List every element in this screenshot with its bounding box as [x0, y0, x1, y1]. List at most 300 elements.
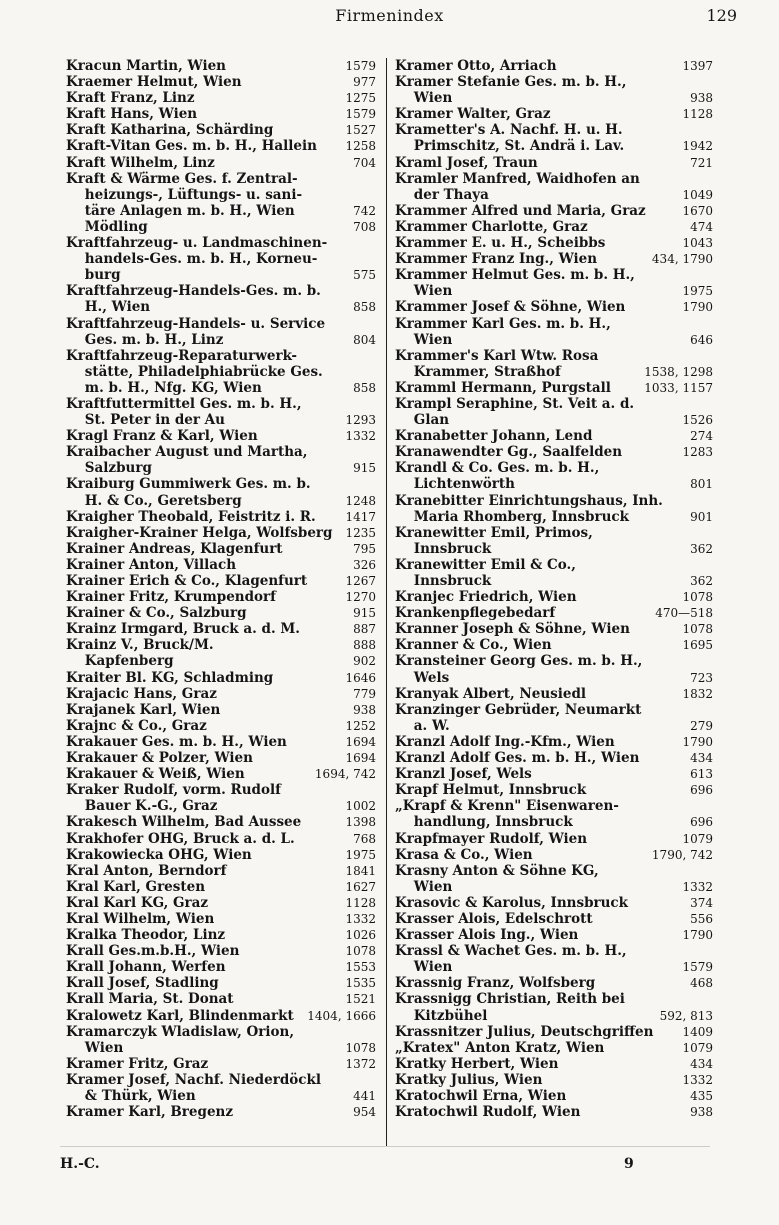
index-entry: [395, 718, 713, 734]
index-entry: [395, 670, 713, 686]
entry-name: Innsbruck: [395, 573, 492, 589]
entry-page-ref: 434: [690, 1056, 713, 1071]
index-entry: [66, 283, 376, 299]
entry-name: Mödling: [66, 218, 148, 235]
entry-page-ref: 804: [353, 332, 376, 347]
index-entry: [66, 927, 376, 943]
entry-page-ref: 362: [690, 541, 713, 556]
entry-page-ref: 1695: [682, 638, 713, 653]
index-entry: [395, 444, 713, 460]
index-entry: [66, 814, 376, 830]
page-header: [0, 6, 779, 34]
entry-name: Kral Wilhelm, Wien: [66, 910, 215, 927]
entry-name: Krakowiecka OHG, Wien: [66, 846, 252, 863]
entry-name: Kranabetter Johann, Lend: [395, 428, 593, 445]
entry-page-ref: 1026: [345, 928, 376, 943]
entry-page-ref: 1332: [682, 1072, 713, 1087]
entry-name: Krammer Karl Ges. m. b. H.,: [395, 315, 611, 332]
index-entry: [66, 943, 376, 959]
entry-name: Krainer & Co., Salzburg: [66, 605, 247, 622]
entry-page-ref: 1670: [682, 203, 713, 218]
entry-page-ref: 1841: [345, 863, 376, 878]
index-entry: [395, 428, 713, 444]
entry-page-ref: 1790: [682, 300, 713, 315]
entry-name: handels-Ges. m. b. H., Korneu-: [66, 251, 318, 268]
entry-page-ref: 858: [353, 380, 376, 395]
entry-name: Krainz V., Bruck/M.: [66, 637, 214, 654]
entry-page-ref: 1521: [345, 992, 376, 1007]
entry-page-ref: 468: [690, 976, 713, 991]
entry-page-ref: 977: [353, 75, 376, 90]
entry-page-ref: 274: [690, 429, 713, 444]
entry-name: Kraftfahrzeug-Reparaturwerk-: [66, 347, 297, 364]
index-entry: [66, 766, 376, 782]
index-entry: [66, 493, 376, 509]
entry-page-ref: 858: [353, 300, 376, 315]
entry-name: Krammer Alfred und Maria, Graz: [395, 202, 646, 219]
entry-name: Kraigher-Krainer Helga, Wolfsberg: [66, 524, 333, 541]
entry-name: Krakauer Ges. m. b. H., Wien: [66, 733, 287, 750]
entry-page-ref: 1078: [345, 944, 376, 959]
entry-name: Kratochwil Erna, Wien: [395, 1088, 567, 1104]
entry-name: Krassnig Franz, Wolfsberg: [395, 975, 596, 992]
index-entry: [66, 509, 376, 525]
entry-page-ref: 1694: [345, 751, 376, 766]
index-entry: [66, 831, 376, 847]
entry-page-ref: 1942: [682, 139, 713, 154]
entry-page-ref: 1975: [682, 284, 713, 299]
entry-page-ref: 1079: [682, 1040, 713, 1055]
entry-page-ref: 1002: [345, 799, 376, 814]
entry-page-ref: 1553: [345, 960, 376, 975]
entry-page-ref: 1258: [345, 139, 376, 154]
index-entry: [66, 991, 376, 1007]
entry-name: Maria Rhomberg, Innsbruck: [395, 508, 629, 525]
index-entry: [66, 476, 376, 492]
entry-page-ref: 470—518: [655, 606, 713, 621]
footer-rule: [60, 1146, 710, 1147]
entry-page-ref: 1293: [345, 413, 376, 428]
index-entry: [66, 122, 376, 138]
entry-page-ref: 779: [353, 686, 376, 701]
index-entry: [395, 1088, 713, 1104]
index-entry: [395, 927, 713, 943]
entry-name: Krakesch Wilhelm, Bad Aussee: [66, 814, 302, 831]
entry-page-ref: 1404, 1666: [307, 1008, 376, 1023]
entry-page-ref: 1694: [345, 734, 376, 749]
index-entry: [395, 396, 713, 412]
entry-page-ref: 768: [353, 831, 376, 846]
entry-name: Krasser Alois Ing., Wien: [395, 927, 579, 944]
entry-page-ref: 704: [353, 155, 376, 170]
index-entry: [66, 74, 376, 90]
entry-name: Wien: [395, 878, 453, 895]
index-entry: [395, 750, 713, 766]
entry-name: Kramer Stefanie Ges. m. b. H.,: [395, 74, 627, 91]
index-entry: [395, 879, 713, 895]
index-entry: [66, 1072, 376, 1088]
entry-name: Kracun Martin, Wien: [66, 58, 226, 74]
entry-page-ref: 938: [690, 91, 713, 106]
index-entry: [395, 557, 713, 573]
index-entry: [66, 138, 376, 154]
index-entry: [395, 380, 713, 396]
entry-name: St. Peter in der Au: [66, 412, 225, 429]
entry-page-ref: 888: [353, 638, 376, 653]
entry-name: Salzburg: [66, 460, 152, 477]
index-entry: [395, 219, 713, 235]
entry-name: Kranebitter Einrichtungshaus, Inh.: [395, 492, 663, 509]
entry-name: Krammer Charlotte, Graz: [395, 218, 588, 235]
index-entry: [395, 1024, 713, 1040]
index-entry: [395, 863, 713, 879]
index-entry: [395, 847, 713, 863]
entry-page-ref: 1790: [682, 928, 713, 943]
entry-page-ref: 1332: [682, 879, 713, 894]
index-entry: [66, 863, 376, 879]
entry-name: Krajacic Hans, Graz: [66, 685, 217, 702]
index-entry: [66, 702, 376, 718]
entry-name: Krakhofer OHG, Bruck a. d. L.: [66, 830, 295, 847]
entry-name: Kraft Wilhelm, Linz: [66, 154, 215, 171]
index-entry: [66, 750, 376, 766]
entry-name: Kranner Joseph & Söhne, Wien: [395, 621, 630, 638]
index-entry: [395, 412, 713, 428]
index-entry: [395, 1040, 713, 1056]
index-entry: [66, 1104, 376, 1120]
index-entry: [395, 991, 713, 1007]
index-entry: [395, 734, 713, 750]
entry-name: Kratochwil Rudolf, Wien: [395, 1104, 581, 1121]
index-entry: [395, 541, 713, 557]
entry-name: „Krapf & Krenn" Eisenwaren-: [395, 798, 619, 815]
entry-name: Kraftfuttermittel Ges. m. b. H.,: [66, 395, 302, 412]
index-entry: [66, 187, 376, 203]
entry-page-ref: 575: [353, 268, 376, 283]
entry-name: Kramml Hermann, Purgstall: [395, 379, 611, 396]
entry-name: Wien: [395, 331, 453, 348]
index-entry: [66, 637, 376, 653]
index-entry: [66, 219, 376, 235]
entry-page-ref: 1275: [345, 91, 376, 106]
index-entry: [66, 106, 376, 122]
entry-name: Krall Maria, St. Donat: [66, 991, 234, 1008]
entry-page-ref: 1535: [345, 976, 376, 991]
entry-page-ref: 1049: [682, 187, 713, 202]
entry-name: Kramarczyk Wladislaw, Orion,: [66, 1023, 295, 1040]
index-entry: [395, 895, 713, 911]
index-entry: [395, 187, 713, 203]
entry-name: heizungs-, Lüftungs- u. sani-: [66, 186, 303, 203]
entry-page-ref: 696: [690, 815, 713, 830]
index-entry: [395, 348, 713, 364]
index-entry: [66, 1088, 376, 1104]
index-entry: [66, 959, 376, 975]
entry-page-ref: 1078: [682, 590, 713, 605]
index-entry: [66, 203, 376, 219]
entry-name: Krakauer & Weiß, Wien: [66, 766, 245, 783]
index-entry: [66, 380, 376, 396]
entry-page-ref: 915: [353, 461, 376, 476]
entry-page-ref: 1079: [682, 831, 713, 846]
entry-name: Kraft Franz, Linz: [66, 90, 195, 107]
entry-page-ref: 915: [353, 606, 376, 621]
index-entry: [395, 911, 713, 927]
entry-name: Krasovic & Karolus, Innsbruck: [395, 894, 629, 911]
entry-page-ref: 1128: [682, 107, 713, 122]
entry-page-ref: 592, 813: [659, 1008, 713, 1023]
index-entry: [395, 1056, 713, 1072]
index-entry: [66, 332, 376, 348]
entry-name: Kraftfahrzeug- u. Landmaschinen-: [66, 235, 328, 252]
entry-name: Krammer Franz Ing., Wien: [395, 251, 598, 268]
entry-name: Krammer's Karl Wtw. Rosa: [395, 347, 599, 364]
index-column-right: [395, 58, 713, 1120]
index-entry: [66, 557, 376, 573]
index-entry: [66, 348, 376, 364]
index-entry: [395, 58, 713, 74]
entry-name: Kranjec Friedrich, Wien: [395, 589, 577, 606]
index-entry: [395, 203, 713, 219]
index-entry: [395, 106, 713, 122]
entry-name: Kraiburg Gummiwerk Ges. m. b.: [66, 476, 311, 493]
index-entry: [395, 814, 713, 830]
index-entry: [66, 847, 376, 863]
entry-name: m. b. H., Nfg. KG, Wien: [66, 379, 262, 396]
entry-page-ref: 1332: [345, 911, 376, 926]
entry-page-ref: 613: [690, 767, 713, 782]
entry-name: Kramler Manfred, Waidhofen an: [395, 170, 640, 187]
entry-page-ref: 1526: [682, 413, 713, 428]
entry-name: Kraftfahrzeug-Handels-Ges. m. b.: [66, 283, 321, 300]
entry-page-ref: 795: [353, 541, 376, 556]
entry-name: Kraigher Theobald, Feistritz i. R.: [66, 508, 316, 525]
entry-page-ref: 1372: [345, 1056, 376, 1071]
index-entry: [395, 573, 713, 589]
entry-name: Kramer Walter, Graz: [395, 106, 551, 123]
index-entry: [395, 943, 713, 959]
page-footer: [0, 1156, 779, 1180]
entry-page-ref: 742: [353, 203, 376, 218]
index-entry: [66, 621, 376, 637]
index-entry: [395, 90, 713, 106]
index-entry: [66, 171, 376, 187]
index-entry: [395, 959, 713, 975]
entry-name: Krapfmayer Rudolf, Wien: [395, 830, 588, 847]
entry-name: Kraftfahrzeug-Handels- u. Service: [66, 315, 326, 332]
entry-page-ref: 1078: [345, 1040, 376, 1055]
entry-name: Ges. m. b. H., Linz: [66, 331, 224, 348]
index-entry: [395, 493, 713, 509]
index-entry: [395, 171, 713, 187]
index-entry: [395, 702, 713, 718]
index-entry: [395, 686, 713, 702]
entry-name: Wien: [395, 283, 453, 300]
entry-name: Krasa & Co., Wien: [395, 846, 533, 863]
index-entry: [395, 122, 713, 138]
entry-name: Kraml Josef, Traun: [395, 154, 538, 171]
entry-name: Lichtenwörth: [395, 476, 515, 493]
entry-name: Kraft & Wärme Ges. f. Zentral-: [66, 170, 298, 187]
entry-page-ref: 938: [353, 702, 376, 717]
entry-page-ref: 279: [690, 718, 713, 733]
index-entry: [66, 90, 376, 106]
index-entry: [66, 460, 376, 476]
entry-name: stätte, Philadelphiabrücke Ges.: [66, 363, 323, 380]
index-entry: [66, 1024, 376, 1040]
entry-page-ref: 1128: [345, 895, 376, 910]
entry-name: Krasser Alois, Edelschrott: [395, 910, 593, 927]
page-title: Firmenindex: [335, 6, 444, 25]
index-entry: [66, 1056, 376, 1072]
entry-page-ref: 1527: [345, 123, 376, 138]
entry-name: der Thaya: [395, 186, 489, 203]
entry-page-ref: 801: [690, 477, 713, 492]
entry-name: Kramer Karl, Bregenz: [66, 1104, 234, 1121]
entry-name: Krainz Irmgard, Bruck a. d. M.: [66, 621, 300, 638]
index-entry: [395, 251, 713, 267]
entry-name: Kraker Rudolf, vorm. Rudolf: [66, 782, 281, 799]
entry-page-ref: 1646: [345, 670, 376, 685]
index-entry: [395, 460, 713, 476]
index-entry: [395, 138, 713, 154]
entry-name: Wien: [66, 1039, 124, 1056]
entry-page-ref: 887: [353, 622, 376, 637]
index-entry: [395, 605, 713, 621]
entry-name: Krassnigg Christian, Reith bei: [395, 991, 625, 1008]
entry-page-ref: 1409: [682, 1024, 713, 1039]
entry-name: Kraft-Vitan Ges. m. b. H., Hallein: [66, 138, 317, 155]
index-entry: [66, 267, 376, 283]
index-entry: [66, 1040, 376, 1056]
entry-name: a. W.: [395, 717, 450, 734]
entry-name: Kralka Theodor, Linz: [66, 927, 226, 944]
entry-name: Kragl Franz & Karl, Wien: [66, 428, 258, 445]
index-entry: [395, 782, 713, 798]
entry-name: täre Anlagen m. b. H., Wien: [66, 202, 295, 219]
entry-name: Kral Anton, Berndorf: [66, 862, 227, 879]
index-entry: [66, 573, 376, 589]
entry-page-ref: 696: [690, 783, 713, 798]
entry-name: H., Wien: [66, 299, 151, 316]
entry-name: Krammer E. u. H., Scheibbs: [395, 235, 606, 252]
entry-name: Krainer Fritz, Krumpendorf: [66, 589, 276, 606]
entry-page-ref: 362: [690, 574, 713, 588]
entry-name: Krall Johann, Werfen: [66, 959, 226, 976]
entry-name: Kraemer Helmut, Wien: [66, 74, 242, 91]
entry-name: handlung, Innsbruck: [395, 814, 573, 831]
entry-page-ref: 1248: [345, 493, 376, 508]
entry-name: Krakauer & Polzer, Wien: [66, 750, 253, 767]
index-entry: [66, 782, 376, 798]
entry-name: Kralowetz Karl, Blindenmarkt: [66, 1007, 294, 1024]
entry-name: Kramer Josef, Nachf. Niederdöckl: [66, 1071, 321, 1088]
entry-page-ref: 708: [353, 219, 376, 234]
index-entry: [66, 316, 376, 332]
entry-page-ref: 938: [690, 1105, 713, 1120]
entry-name: Krajanek Karl, Wien: [66, 701, 221, 718]
entry-name: Kapfenberg: [66, 653, 174, 670]
entry-page-ref: 441: [353, 1089, 376, 1103]
entry-name: Kramer Fritz, Graz: [66, 1055, 209, 1072]
entry-name: Kral Karl, Gresten: [66, 878, 206, 895]
entry-name: Krasny Anton & Söhne KG,: [395, 862, 599, 879]
entry-page-ref: 901: [690, 509, 713, 524]
entry-page-ref: 1252: [345, 718, 376, 733]
index-entry: [395, 267, 713, 283]
entry-page-ref: 1579: [682, 960, 713, 975]
entry-page-ref: 374: [690, 895, 713, 910]
index-entry: [66, 734, 376, 750]
entry-page-ref: 723: [690, 670, 713, 685]
index-column-left: [66, 58, 376, 1120]
entry-name: Kraft Katharina, Schärding: [66, 122, 274, 139]
entry-page-ref: 1579: [345, 107, 376, 122]
index-entry: [66, 686, 376, 702]
entry-name: Kratky Herbert, Wien: [395, 1055, 559, 1072]
entry-name: burg: [66, 267, 121, 284]
entry-name: Krankenpflegebedarf: [395, 605, 556, 622]
index-entry: [395, 637, 713, 653]
entry-name: Kraiter Bl. KG, Schladming: [66, 669, 274, 686]
entry-name: Krandl & Co. Ges. m. b. H.,: [395, 460, 600, 477]
footer-signature: 9: [624, 1156, 634, 1172]
entry-name: Krajnc & Co., Graz: [66, 717, 207, 734]
entry-page-ref: 434: [690, 751, 713, 766]
entry-page-ref: 435: [690, 1089, 713, 1103]
entry-name: Krainer Anton, Villach: [66, 556, 237, 573]
index-entry: [395, 831, 713, 847]
index-entry: [66, 155, 376, 171]
entry-name: Wels: [395, 669, 450, 686]
index-entry: [66, 1008, 376, 1024]
entry-name: Kitzbühel: [395, 1007, 488, 1024]
entry-name: Kranewitter Emil, Primos,: [395, 524, 593, 541]
index-entry: [66, 541, 376, 557]
entry-name: Krassl & Wachet Ges. m. b. H.,: [395, 943, 627, 960]
index-entry: [66, 299, 376, 315]
page-number: 129: [706, 6, 737, 25]
index-entry: [395, 766, 713, 782]
entry-name: Kranner & Co., Wien: [395, 637, 552, 654]
index-entry: [395, 316, 713, 332]
index-entry: [66, 911, 376, 927]
entry-page-ref: 1790, 742: [651, 847, 713, 862]
entry-name: Krassnitzer Julius, Deutschgriffen: [395, 1023, 654, 1040]
entry-page-ref: 1694, 742: [314, 767, 376, 782]
index-entry: [395, 653, 713, 669]
entry-name: Kratky Julius, Wien: [395, 1071, 543, 1088]
entry-page-ref: 434, 1790: [651, 252, 713, 267]
index-entry: [395, 155, 713, 171]
index-entry: [66, 670, 376, 686]
entry-name: Kranzl Adolf Ing.-Kfm., Wien: [395, 733, 615, 750]
index-entry: [395, 299, 713, 315]
index-entry: [66, 396, 376, 412]
index-entry: [395, 798, 713, 814]
entry-name: Wien: [395, 90, 453, 107]
index-entry: [395, 364, 713, 380]
entry-name: Kransteiner Georg Ges. m. b. H.,: [395, 653, 643, 670]
entry-name: Krampl Seraphine, St. Veit a. d.: [395, 395, 635, 412]
entry-name: Krainer Andreas, Klagenfurt: [66, 540, 283, 557]
entry-page-ref: 1832: [682, 686, 713, 701]
column-divider: [386, 58, 387, 1146]
index-entry: [66, 879, 376, 895]
index-entry: [395, 525, 713, 541]
entry-page-ref: 1417: [345, 509, 376, 524]
index-entry: [395, 1072, 713, 1088]
